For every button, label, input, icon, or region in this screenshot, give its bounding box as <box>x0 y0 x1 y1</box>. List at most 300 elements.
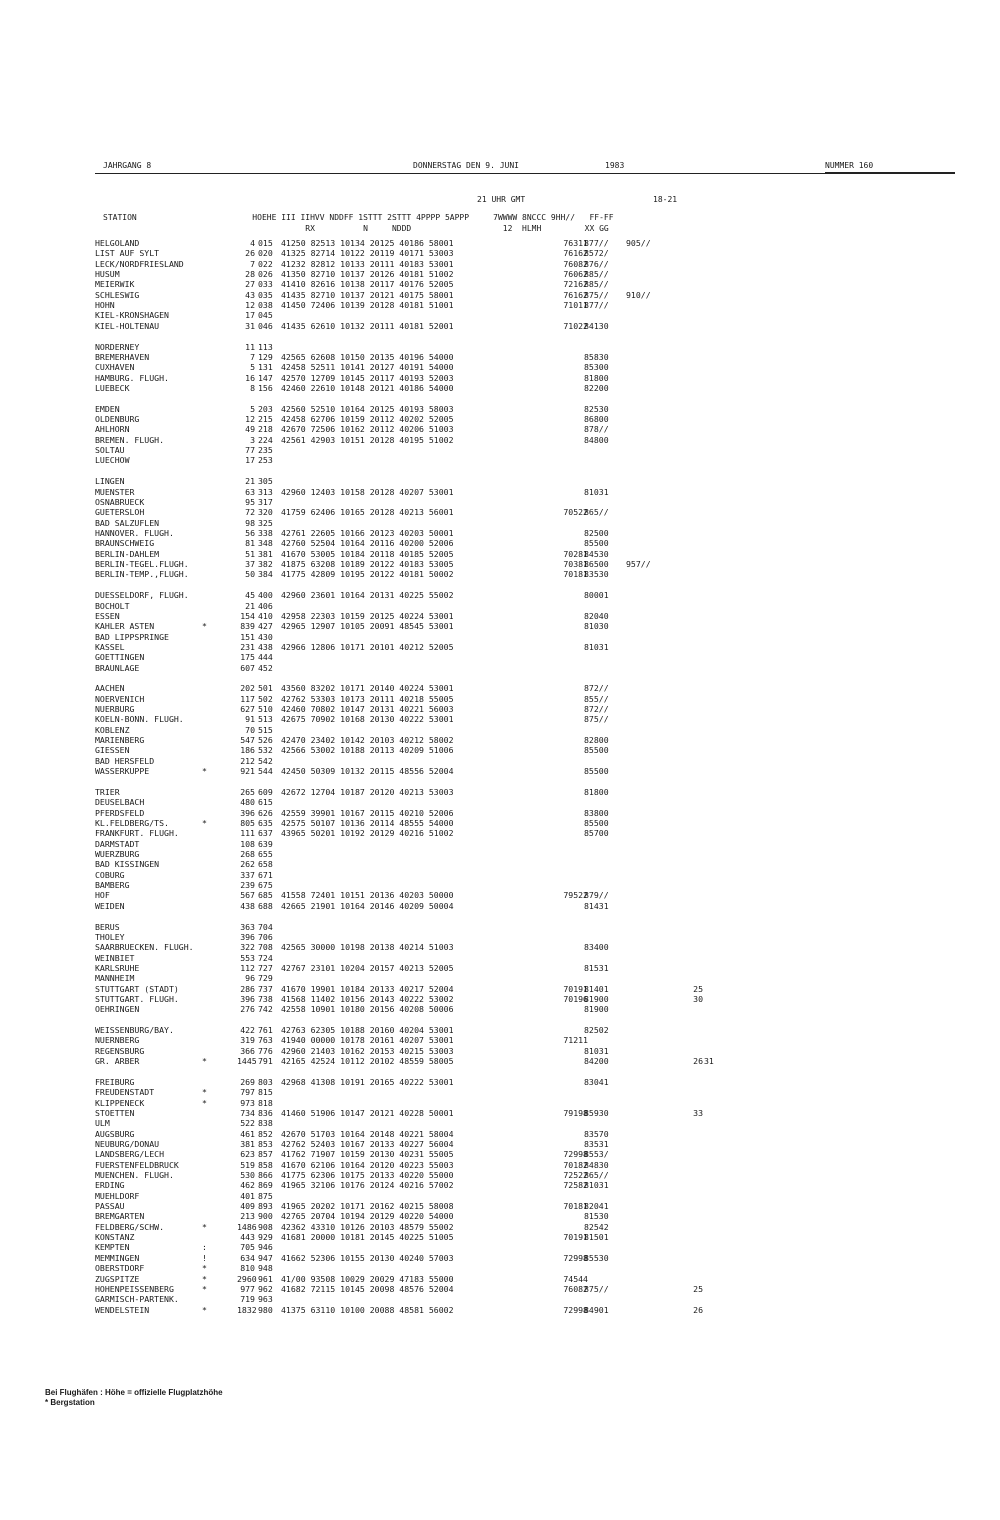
synop-groups: 42966 12806 10171 20101 40212 52005 <box>281 641 454 652</box>
cloud-group: 81900 <box>584 1004 609 1015</box>
synop-groups: 41250 82513 10134 20125 40186 58001 <box>281 238 454 248</box>
station-height: 401 <box>240 1190 255 1201</box>
station-height: 366 <box>240 1045 255 1056</box>
station-name: KOBLENZ <box>95 724 130 735</box>
synop-groups: 42960 12403 10158 20128 40207 53001 <box>281 486 454 497</box>
station-height: 8 <box>250 382 255 393</box>
station-name: KONSTANZ <box>95 1232 135 1243</box>
footnote-airports: Bei Flughäfen : Höhe = offizielle Flugplatzhöhe <box>45 1388 223 1397</box>
station-name: HELGOLAND <box>95 238 140 248</box>
synop-groups: 42960 21403 10162 20153 40215 53003 <box>281 1045 454 1056</box>
synop-groups: 42762 53303 10173 20111 40218 55005 <box>281 693 454 704</box>
station-index: 035 <box>258 289 273 300</box>
station-index: 962 <box>258 1283 273 1294</box>
station-index: 218 <box>258 424 273 435</box>
cloud-group: 82200 <box>584 382 609 393</box>
wind-gust-ff: 30 <box>693 993 703 1004</box>
cloud-group: 82041 <box>584 1201 609 1211</box>
cloud-group: 84830 <box>584 1159 609 1170</box>
cloud-group: 83400 <box>584 942 609 953</box>
station-index: 893 <box>258 1201 273 1211</box>
station-index: 948 <box>258 1263 273 1274</box>
station-name: BAD HERSFELD <box>95 755 155 766</box>
station-name: BAMBERG <box>95 880 130 890</box>
cloud-group: 84901 <box>584 1304 609 1315</box>
cloud-group: 82500 <box>584 528 609 538</box>
cloud-group: 84800 <box>584 434 609 445</box>
weather-group: 70196 <box>563 993 588 1004</box>
station-index: 542 <box>258 755 273 766</box>
synop-groups: 41670 62106 10164 20120 40223 55003 <box>281 1159 454 1170</box>
station-name: KL.FELDBERG/TS. <box>95 817 169 828</box>
station-index: 430 <box>258 631 273 642</box>
station-index: 033 <box>258 279 273 290</box>
synop-groups: 42458 52511 10141 20127 40191 54000 <box>281 362 454 373</box>
station-height: 98 <box>245 517 255 528</box>
station-name: NOERVENICH <box>95 693 145 704</box>
station-index: 615 <box>258 797 273 808</box>
station-height: 719 <box>240 1294 255 1305</box>
station-name: AHLHORN <box>95 424 130 435</box>
mountain-marker: : <box>202 1242 207 1253</box>
station-height: 262 <box>240 859 255 870</box>
synop-groups: 41965 20202 10171 20162 40215 58008 <box>281 1201 454 1211</box>
station-height: 151 <box>240 631 255 642</box>
station-height: 56 <box>245 528 255 538</box>
station-index: 818 <box>258 1097 273 1108</box>
station-name: MUEHLDORF <box>95 1190 140 1201</box>
synop-groups: 41775 62306 10175 20133 40220 55000 <box>281 1170 454 1180</box>
station-height: 37 <box>245 559 255 569</box>
station-index: 763 <box>258 1035 273 1046</box>
station-height: 108 <box>240 838 255 849</box>
station-name: BERUS <box>95 921 120 932</box>
station-height: 28 <box>245 269 255 279</box>
weather-group: 71022 <box>563 320 588 331</box>
cloud-group: 875// <box>584 289 609 300</box>
station-name: LECK/NORDFRIESLAND <box>95 258 184 269</box>
synop-groups: 42968 41308 10191 20165 40222 53001 <box>281 1076 454 1087</box>
station-name: NUERNBERG <box>95 1035 140 1046</box>
weather-group: 70182 <box>563 1159 588 1170</box>
station-name: KOELN-BONN. FLUGH. <box>95 714 184 725</box>
station-index: 853 <box>258 1138 273 1149</box>
station-height: 239 <box>240 880 255 890</box>
station-height: 5 <box>250 403 255 414</box>
synop-groups: 41681 20000 10181 20145 40225 51005 <box>281 1232 454 1243</box>
weather-group: 70181 <box>563 1201 588 1211</box>
weather-group: 72998 <box>563 1149 588 1160</box>
synop-groups: 42675 70902 10168 20130 40222 53001 <box>281 714 454 725</box>
station-name: AACHEN <box>95 683 125 694</box>
cloud-group: 875// <box>584 714 609 725</box>
synop-groups: 42575 50107 10136 20114 48555 54000 <box>281 817 454 828</box>
station-index: 727 <box>258 962 273 973</box>
synop-groups: 42458 62706 10159 20112 40202 52005 <box>281 414 454 424</box>
weather-group: 72998 <box>563 1304 588 1315</box>
cloud-group: 865// <box>584 507 609 518</box>
mountain-marker: * <box>202 817 207 828</box>
wind-gust-ff: 26 <box>693 1056 703 1067</box>
station-height: 95 <box>245 496 255 507</box>
cloud-group: 82530 <box>584 403 609 414</box>
station-name: BRAUNLAGE <box>95 662 140 673</box>
station-index: 908 <box>258 1221 273 1232</box>
synop-groups: 42570 12709 10145 20117 40193 52003 <box>281 372 454 383</box>
station-height: 705 <box>240 1242 255 1253</box>
station-name: FUERSTENFELDBRUCK <box>95 1159 179 1170</box>
station-name: AUGSBURG <box>95 1128 135 1139</box>
weather-group: 76062 <box>563 269 588 279</box>
station-height: 462 <box>240 1180 255 1191</box>
station-height: 530 <box>240 1170 255 1180</box>
synop-groups: 41682 72115 10145 20098 48576 52004 <box>281 1283 454 1294</box>
station-height: 17 <box>245 455 255 466</box>
issue-number: NUMMER 160 <box>825 160 955 173</box>
cloud-group: 85530 <box>584 1252 609 1263</box>
station-index: 761 <box>258 1025 273 1035</box>
station-name: LUEBECK <box>95 382 130 393</box>
cloud-group: 872// <box>584 683 609 694</box>
station-height: 202 <box>240 683 255 694</box>
station-index: 866 <box>258 1170 273 1180</box>
station-index: 305 <box>258 476 273 487</box>
station-name: PASSAU <box>95 1201 125 1211</box>
synop-groups: 41670 19901 10184 20133 40217 52004 <box>281 983 454 994</box>
station-index: 655 <box>258 849 273 859</box>
mountain-marker: * <box>202 1087 207 1098</box>
station-index: 526 <box>258 735 273 746</box>
station-name: MEIERWIK <box>95 279 135 290</box>
station-name: SAARBRUECKEN. FLUGH. <box>95 942 194 953</box>
station-height: 175 <box>240 652 255 663</box>
station-index: 515 <box>258 724 273 735</box>
station-index: 410 <box>258 610 273 621</box>
station-name: OEHRINGEN <box>95 1004 140 1015</box>
station-height: 438 <box>240 900 255 911</box>
station-index: 963 <box>258 1294 273 1305</box>
station-height: 337 <box>240 869 255 880</box>
cloud-group: 85500 <box>584 745 609 756</box>
synop-groups: 43965 50201 10192 20129 40216 51002 <box>281 828 454 839</box>
cloud-group: 83041 <box>584 1076 609 1087</box>
station-index: 836 <box>258 1107 273 1118</box>
station-index: 706 <box>258 931 273 942</box>
cloud-group: 81031 <box>584 641 609 652</box>
mountain-marker: * <box>202 1283 207 1294</box>
station-index: 946 <box>258 1242 273 1253</box>
synop-groups: 41450 72406 10139 20128 40181 51001 <box>281 300 454 311</box>
wind-gust-ff: 25 <box>693 1283 703 1294</box>
cloud-group: 872// <box>584 704 609 714</box>
station-height: 461 <box>240 1128 255 1139</box>
synop-groups: 43560 83202 10171 20140 40224 53001 <box>281 683 454 694</box>
station-height: 634 <box>240 1252 255 1263</box>
station-index: 869 <box>258 1180 273 1191</box>
station-height: 117 <box>240 693 255 704</box>
station-index: 852 <box>258 1128 273 1139</box>
station-height: 186 <box>240 745 255 756</box>
synop-groups: 42960 23601 10164 20131 40225 55002 <box>281 590 454 601</box>
station-height: 11 <box>245 341 255 352</box>
station-height: 1832 <box>237 1304 257 1315</box>
synop-groups: 42670 51703 10164 20148 40221 58004 <box>281 1128 454 1139</box>
station-index: 015 <box>258 238 273 248</box>
station-index: 724 <box>258 952 273 963</box>
report-page <box>95 160 955 1520</box>
station-index: 609 <box>258 786 273 797</box>
station-name: KARLSRUHE <box>95 962 140 973</box>
synop-groups: 41558 72401 10151 20136 40203 50000 <box>281 890 454 901</box>
weather-group: 70281 <box>563 548 588 559</box>
station-name: REGENSBURG <box>95 1045 145 1056</box>
station-name: LANDSBERG/LECH <box>95 1149 165 1160</box>
synop-groups: 42665 21901 10164 20146 40209 50004 <box>281 900 454 911</box>
station-name: DUESSELDORF, FLUGH. <box>95 590 189 601</box>
station-index: 637 <box>258 828 273 839</box>
station-name: MEMMINGEN <box>95 1252 140 1263</box>
station-height: 519 <box>240 1159 255 1170</box>
cloud-group: 84530 <box>584 548 609 559</box>
weather-group: 76082 <box>563 258 588 269</box>
station-index: 742 <box>258 1004 273 1015</box>
cloud-group: 885// <box>584 269 609 279</box>
station-index: 510 <box>258 704 273 714</box>
station-index: 708 <box>258 942 273 953</box>
station-height: 112 <box>240 962 255 973</box>
synop-groups: 41460 51906 10147 20121 40228 50001 <box>281 1107 454 1118</box>
weather-group: 76162 <box>563 289 588 300</box>
snow-group: 905// <box>626 238 651 248</box>
station-index: 875 <box>258 1190 273 1201</box>
station-index: 382 <box>258 559 273 569</box>
station-index: 381 <box>258 548 273 559</box>
station-name: BREMGARTEN <box>95 1211 145 1222</box>
station-height: 973 <box>240 1097 255 1108</box>
synop-groups: 42165 42524 10112 20102 48559 58005 <box>281 1056 454 1067</box>
station-height: 27 <box>245 279 255 290</box>
cloud-group: 85830 <box>584 351 609 362</box>
cloud-group: 81800 <box>584 372 609 383</box>
station-height: 623 <box>240 1149 255 1160</box>
station-name: FREIBURG <box>95 1076 135 1087</box>
station-index: 929 <box>258 1232 273 1243</box>
station-name: KLIPPENECK <box>95 1097 145 1108</box>
station-name: HAMBURG. FLUGH. <box>95 372 169 383</box>
synop-groups: 42761 22605 10166 20123 40203 50001 <box>281 528 454 538</box>
station-index: 038 <box>258 300 273 311</box>
station-name: OBERSTDORF <box>95 1263 145 1274</box>
station-index: 438 <box>258 641 273 652</box>
weather-group: 70381 <box>563 559 588 569</box>
cloud-group: 85500 <box>584 766 609 777</box>
synop-groups: 42558 10901 10180 20156 40208 50006 <box>281 1004 454 1015</box>
cloud-group: 877// <box>584 300 609 311</box>
station-name: MUENCHEN. FLUGH. <box>95 1170 174 1180</box>
station-index: 688 <box>258 900 273 911</box>
synop-groups: 42560 52510 10164 20125 40193 58003 <box>281 403 454 414</box>
weather-group: 71011 <box>563 300 588 311</box>
station-height: 522 <box>240 1118 255 1129</box>
station-height: 276 <box>240 1004 255 1015</box>
cloud-group: 84200 <box>584 1056 609 1067</box>
station-index: 253 <box>258 455 273 466</box>
wind-gust-gg: 31 <box>704 1056 714 1067</box>
synop-groups: 41762 71907 10159 20130 40231 55005 <box>281 1149 454 1160</box>
synop-groups: 42450 50309 10132 20115 48556 52004 <box>281 766 454 777</box>
station-name: DARMSTADT <box>95 838 140 849</box>
station-height: 21 <box>245 600 255 611</box>
station-name: CUXHAVEN <box>95 362 135 373</box>
cloud-group: 877// <box>584 238 609 248</box>
mountain-marker: ! <box>202 1252 207 1263</box>
cloud-group: 878// <box>584 424 609 435</box>
station-height: 5 <box>250 362 255 373</box>
station-height: 154 <box>240 610 255 621</box>
station-index: 313 <box>258 486 273 497</box>
station-name: HOHN <box>95 300 115 311</box>
header-rule <box>95 173 955 174</box>
synop-groups: 41670 53005 10184 20118 40185 52005 <box>281 548 454 559</box>
synop-groups: 42362 43310 10126 20103 48579 55002 <box>281 1221 454 1232</box>
cloud-group: 81501 <box>584 1232 609 1243</box>
station-name: WEIDEN <box>95 900 125 911</box>
station-name: BERLIN-TEGEL.FLUGH. <box>95 559 189 569</box>
cloud-group: 85700 <box>584 828 609 839</box>
synop-groups: 42965 12907 10105 20091 48545 53001 <box>281 621 454 632</box>
weather-group: 72162 <box>563 279 588 290</box>
station-name: PFERDSFELD <box>95 807 145 818</box>
mountain-marker: * <box>202 1221 207 1232</box>
station-index: 776 <box>258 1045 273 1056</box>
station-height: 810 <box>240 1263 255 1274</box>
station-height: 50 <box>245 569 255 580</box>
cloud-group: 80001 <box>584 590 609 601</box>
jahrgang-label: JAHRGANG 8 <box>103 161 152 170</box>
station-height: 213 <box>240 1211 255 1222</box>
station-index: 635 <box>258 817 273 828</box>
synop-groups: 41759 62406 10165 20128 40213 56001 <box>281 507 454 518</box>
station-height: 322 <box>240 942 255 953</box>
station-index: 444 <box>258 652 273 663</box>
station-name: SOLTAU <box>95 445 125 456</box>
cloud-group: 83570 <box>584 1128 609 1139</box>
station-index: 129 <box>258 351 273 362</box>
station-name: ESSEN <box>95 610 120 621</box>
station-height: 4 <box>250 238 255 248</box>
weather-group: 74544 <box>563 1273 588 1284</box>
cloud-group: 885// <box>584 279 609 290</box>
station-height: 480 <box>240 797 255 808</box>
station-height: 16 <box>245 372 255 383</box>
station-height: 286 <box>240 983 255 994</box>
synop-groups: 41375 63110 10100 20088 48581 56002 <box>281 1304 454 1315</box>
station-name: KIEL-KRONSHAGEN <box>95 310 169 321</box>
station-index: 961 <box>258 1273 273 1284</box>
synop-groups: 41940 00000 10178 20161 40207 53001 <box>281 1035 454 1046</box>
station-name: HUSUM <box>95 269 120 279</box>
station-name: NUERBURG <box>95 704 135 714</box>
station-name: MARIENBERG <box>95 735 145 746</box>
synop-groups: 41568 11402 10156 20143 40222 53002 <box>281 993 454 1004</box>
station-name: WEISSENBURG/BAY. <box>95 1025 174 1035</box>
station-height: 81 <box>245 538 255 549</box>
synop-groups: 41775 42809 10195 20122 40181 50002 <box>281 569 454 580</box>
observation-time: 21 UHR GMT <box>477 195 526 204</box>
station-height: 91 <box>245 714 255 725</box>
station-name: KAHLER ASTEN <box>95 621 155 632</box>
snow-group: 910// <box>626 289 651 300</box>
station-name: FRANKFURT. FLUGH. <box>95 828 179 839</box>
station-index: 203 <box>258 403 273 414</box>
station-height: 268 <box>240 849 255 859</box>
station-name: WEINBIET <box>95 952 135 963</box>
synop-groups: 42767 23101 10204 20157 40213 52005 <box>281 962 454 973</box>
station-index: 544 <box>258 766 273 777</box>
cloud-group: 81531 <box>584 962 609 973</box>
synop-groups: 42561 42903 10151 20128 40195 51002 <box>281 434 454 445</box>
synop-groups: 42566 53002 10188 20113 40209 51006 <box>281 745 454 756</box>
cloud-group: 83800 <box>584 807 609 818</box>
station-name: BERLIN-DAHLEM <box>95 548 160 559</box>
synop-groups: 41662 52306 10155 20130 40240 57003 <box>281 1252 454 1263</box>
station-name: ERDING <box>95 1180 125 1191</box>
station-height: 7 <box>250 351 255 362</box>
station-index: 452 <box>258 662 273 673</box>
wind-gust-ff: 26 <box>693 1304 703 1315</box>
station-height: 45 <box>245 590 255 601</box>
station-height: 547 <box>240 735 255 746</box>
station-height: 3 <box>250 434 255 445</box>
station-index: 320 <box>258 507 273 518</box>
synop-groups: 41965 32106 10176 20124 40216 57002 <box>281 1180 454 1191</box>
synop-groups: 41325 82714 10122 20119 40171 53003 <box>281 248 454 259</box>
station-height: 21 <box>245 476 255 487</box>
station-name: HOF <box>95 890 110 901</box>
synop-groups: 41410 82616 10138 20117 40176 52005 <box>281 279 454 290</box>
station-height: 839 <box>240 621 255 632</box>
synop-groups: 42470 23402 10142 20103 40212 58002 <box>281 735 454 746</box>
station-index: 022 <box>258 258 273 269</box>
station-index: 838 <box>258 1118 273 1129</box>
station-index: 224 <box>258 434 273 445</box>
station-height: 1445 <box>237 1056 257 1067</box>
station-height: 381 <box>240 1138 255 1149</box>
station-height: 231 <box>240 641 255 652</box>
weather-group: 70191 <box>563 1232 588 1243</box>
station-index: 348 <box>258 538 273 549</box>
weather-group: 72998 <box>563 1252 588 1263</box>
station-height: 1486 <box>237 1221 257 1232</box>
station-name: LINGEN <box>95 476 125 487</box>
station-height: 17 <box>245 310 255 321</box>
station-index: 791 <box>258 1056 273 1067</box>
station-index: 858 <box>258 1159 273 1170</box>
cloud-group: 879// <box>584 890 609 901</box>
cloud-group: 8572/ <box>584 248 609 259</box>
weather-group: 79522 <box>563 890 588 901</box>
station-height: 396 <box>240 993 255 1004</box>
station-index: 338 <box>258 528 273 538</box>
station-index: 147 <box>258 372 273 383</box>
station-height: 734 <box>240 1107 255 1118</box>
station-height: 805 <box>240 817 255 828</box>
wind-gust-ff: 25 <box>693 983 703 994</box>
station-index: 815 <box>258 1087 273 1098</box>
year-label: 1983 <box>605 161 625 170</box>
footnotes <box>45 1388 223 1408</box>
station-height: 212 <box>240 755 255 766</box>
